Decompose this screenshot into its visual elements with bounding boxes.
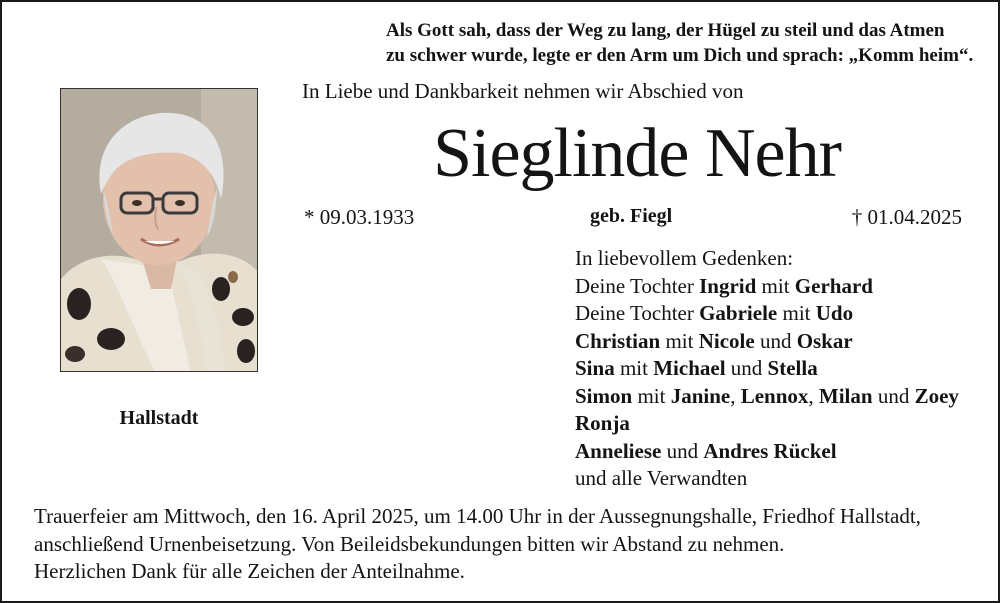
mourner-name: Simon <box>575 383 633 408</box>
relation-text: Deine Tochter <box>575 301 700 325</box>
deceased-name: Sieglinde Nehr <box>433 115 841 192</box>
mourners-heading: In liebevollem Gedenken: <box>575 246 794 270</box>
mourner-line <box>575 355 959 383</box>
mourner-name: Milan <box>818 383 873 408</box>
mourner-name: Zoey <box>914 383 959 408</box>
connector-text: und <box>872 383 915 408</box>
mourner-name: Ronja <box>575 411 630 435</box>
mourner-line <box>575 383 959 411</box>
mourner-line: und alle Verwandten <box>575 466 748 490</box>
funeral-details-line: Trauerfeier am Mittwoch, den 16. April 2025, um 14.00 Uhr in der Aussegnungshalle, Friedhof Hallstadt, <box>34 504 921 528</box>
connector-text: und <box>754 328 797 353</box>
mourner-name: Udo <box>815 301 854 325</box>
mourner-line <box>575 438 959 466</box>
mourner-name: Sina <box>575 356 615 380</box>
mourner-name: Andres Rückel <box>703 438 837 463</box>
connector-text: und <box>725 356 768 380</box>
mourner-name: Gabriele <box>699 301 778 325</box>
mourner-name: Ingrid <box>699 273 757 298</box>
mourner-line <box>575 300 959 328</box>
birth-date: * 09.03.1933 <box>304 205 415 229</box>
connector-text: und <box>661 438 704 463</box>
funeral-details-line: Herzlichen Dank für alle Zeichen der Anteilnahme. <box>34 559 465 583</box>
mourner-name: Nicole <box>698 328 755 353</box>
relation-text: Deine Tochter <box>575 273 700 298</box>
connector-text: , <box>730 383 741 408</box>
connector-text: mit <box>777 301 816 325</box>
mourner-line <box>575 273 959 301</box>
connector-text: mit <box>756 273 795 298</box>
connector-text: , <box>808 383 819 408</box>
funeral-details <box>34 503 921 586</box>
farewell-quote <box>386 18 986 68</box>
connector-text: mit <box>660 328 699 353</box>
mourner-name: Stella <box>767 356 818 380</box>
mourner-line <box>575 410 959 438</box>
portrait-photo <box>60 88 258 372</box>
mourner-name: Lennox <box>740 383 809 408</box>
connector-text: mit <box>632 383 671 408</box>
mourner-name: Gerhard <box>794 273 873 298</box>
connector-text: mit <box>614 356 654 380</box>
quote-line: zu schwer wurde, legte er den Arm um Dich und sprach: „Komm heim“. <box>386 45 974 66</box>
death-date: † 01.04.2025 <box>851 205 962 229</box>
intro-text: In Liebe und Dankbarkeit nehmen wir Abschied von <box>302 79 744 103</box>
quote-line: Als Gott sah, dass der Weg zu lang, der Hügel zu steil und das Atmen <box>386 20 945 41</box>
mourner-name: Oskar <box>796 328 853 353</box>
mourner-name: Christian <box>575 328 661 353</box>
mourner-name: Michael <box>653 356 726 380</box>
mourners-list <box>575 245 959 493</box>
funeral-details-line: anschließend Urnenbeisetzung. Von Beileidsbekundungen bitten wir Abstand zu nehmen. <box>34 531 785 556</box>
mourner-name: Anneliese <box>575 438 662 463</box>
mourner-name: Janine <box>670 383 731 408</box>
mourner-line <box>575 328 959 356</box>
place-name: Hallstadt <box>119 407 199 429</box>
maiden-name: geb. Fiegl <box>590 205 673 227</box>
